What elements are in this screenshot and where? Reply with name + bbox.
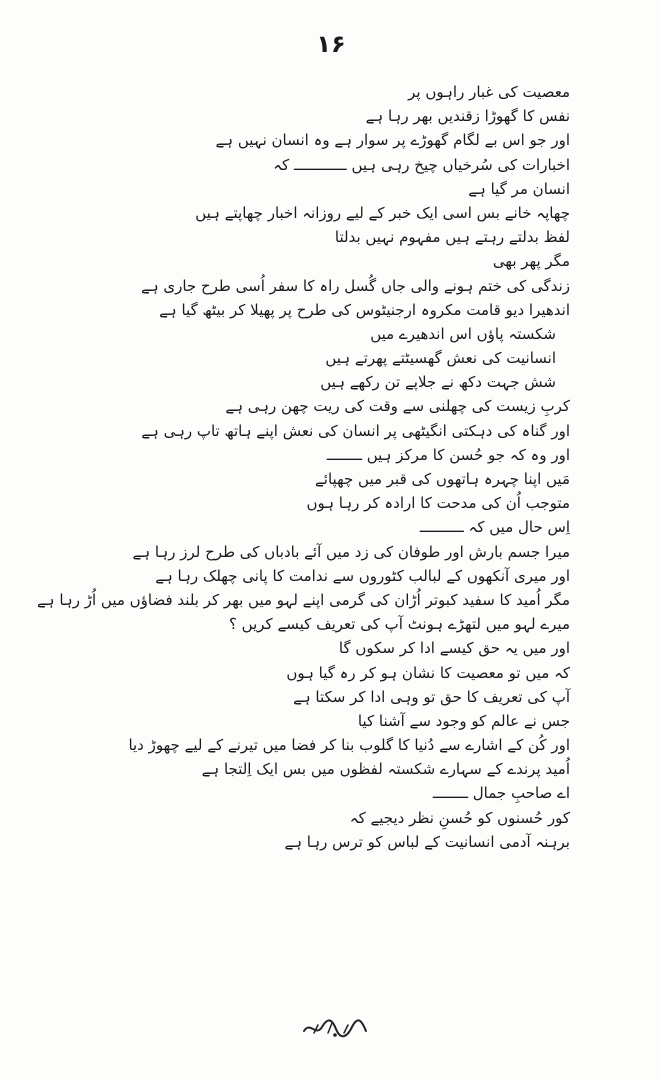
poem-line-30: اے صاحبِ جمال ــــــــ bbox=[432, 784, 570, 803]
poem-line-12: انسانیت کی نعش گھسیٹتے پھرتے ہیں bbox=[325, 349, 556, 368]
poem-line-9: زندگی کی ختم ہونے والی جاں گُسل راہ کا سفر اُسی طرح جاری ہے bbox=[141, 276, 570, 295]
poem-line-23: میرے لہو میں لتھڑے ہونٹ آپ کی تعریف کیسے کریں ؟ bbox=[228, 615, 570, 634]
poem-line-31: کور حُسنوں کو حُسنِ نظر دیجیے کہ bbox=[349, 808, 570, 827]
poem-line-7: لفظ بدلتے رہتے ہیں مفہوم نہیں بدلتا bbox=[334, 228, 570, 247]
poem-line-6: چھاپہ خانے بس اسی ایک خبر کے لیے روزانہ اخبار چھاپتے ہیں bbox=[195, 203, 570, 222]
poem-line-3: اور جو اس بے لگام گھوڑے پر سوار ہے وہ انسان نہیں ہے bbox=[215, 131, 570, 150]
poem-line-16: اور وہ کہ جو حُسن کا مرکز ہیں ــــــــ bbox=[326, 445, 570, 464]
poem-line-18: متوجب اُن کی مدحت کا ارادہ کر رہا ہوں bbox=[306, 494, 570, 513]
poem-line-19: اِس حال میں کہ ــــــــــ bbox=[419, 518, 570, 537]
poem-line-26: آپ کی تعریف کا حق تو وہی ادا کر سکتا ہے bbox=[293, 687, 570, 706]
poem-line-11: شکستہ پاؤں اس اندھیرے میں bbox=[370, 324, 556, 343]
poem-line-25: کہ میں تو معصیت کا نشان ہو کر رہ گیا ہوں bbox=[286, 663, 570, 682]
page-number: ۱۶ bbox=[316, 30, 346, 58]
poem-line-28: اور کُن کے اشارے سے دُنیا کا گلوب بنا کر فضا میں تیرنے کے لیے چھوڑ دیا bbox=[128, 736, 570, 755]
poem-line-27: جس نے عالم کو وجود سے آشنا کیا bbox=[357, 711, 570, 730]
poem-line-4: اخبارات کی سُرخیاں چیخ رہی ہیں ــــــــــــ کہ bbox=[273, 155, 570, 174]
poem-line-20: میرا جسم بارش اور طوفان کی زد میں آئے بادباں کی طرح لرز رہا ہے bbox=[132, 542, 570, 561]
poem-line-21: اور میری آنکھوں کے لبالب کٹوروں سے ندامت کا پانی چھلک رہا ہے bbox=[155, 566, 570, 585]
poem-line-29: اُمید پرندے کے سہارے شکستہ لفظوں میں بس ایک اِلتجا ہے bbox=[201, 760, 570, 779]
poem-body bbox=[37, 80, 570, 854]
poem-line-8: مگر پھر بھی bbox=[492, 252, 570, 271]
poem-line-15: اور گناہ کی دہکتی انگیٹھی پر انسان کی نعش اپنے ہاتھ تاپ رہی ہے bbox=[141, 421, 570, 440]
poem-line-24: اور میں یہ حق کیسے ادا کر سکوں گا bbox=[338, 639, 570, 658]
poem-line-2: نفس کا گھوڑا زقندیں بھر رہا ہے bbox=[365, 107, 570, 126]
poem-line-1: معصیت کی غبار راہوں پر bbox=[408, 83, 570, 101]
decorative-flourish-icon bbox=[300, 1013, 370, 1043]
poem-line-32: برہنہ آدمی انسانیت کے لباس کو ترس رہا ہے bbox=[284, 832, 570, 851]
poem-line-14: کربِ زیست کی چھلنی سے وقت کی ریت چھن رہی ہے bbox=[225, 397, 570, 416]
poem-line-22: مگر اُمید کا سفید کبوتر اُڑان کی گرمی اپنے لہو میں بھر کر بلند فضاؤں میں اُڑ رہا ہے bbox=[37, 590, 570, 609]
poem-line-5: انسان مر گیا ہے bbox=[468, 179, 570, 198]
poem-line-17: مَیں اپنا چہرہ ہاتھوں کی قبر میں چھپائے bbox=[315, 470, 570, 488]
poem-line-10: اندھیرا دیو قامت مکروہ ارجنیٹوس کی طرح پر پھیلا کر بیٹھ گیا ہے bbox=[159, 300, 570, 319]
poem-line-13: شش جہت دکھ نے جلاپے تن رکھے ہیں bbox=[320, 373, 556, 392]
